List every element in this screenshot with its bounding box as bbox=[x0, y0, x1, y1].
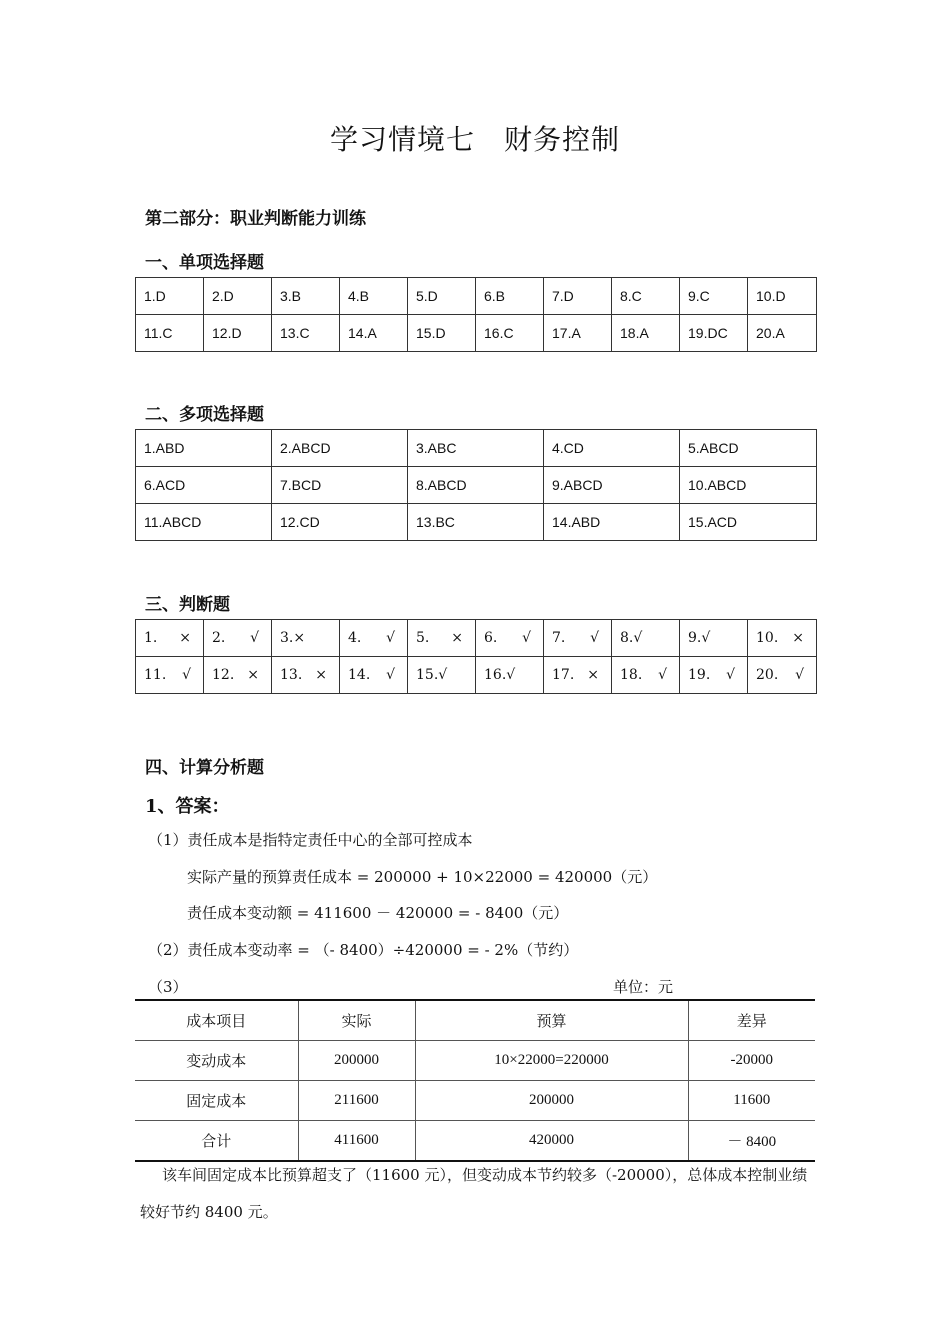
question-number: 4. bbox=[348, 630, 362, 646]
answer-cell: 13.C bbox=[272, 315, 340, 352]
question-number: 10. bbox=[756, 630, 779, 646]
table-header-row bbox=[135, 1000, 815, 1041]
answer-cell bbox=[340, 620, 408, 657]
table-cell: -20000 bbox=[688, 1041, 815, 1081]
answer-line-5: （3） bbox=[148, 978, 188, 996]
answer-mark: × bbox=[451, 630, 463, 646]
question-number: 1. bbox=[144, 630, 158, 646]
answer-cell: 5.ABCD bbox=[680, 430, 817, 467]
answer-cell: 2.ABCD bbox=[272, 430, 408, 467]
answer-cell bbox=[680, 620, 748, 657]
answer-cell: 19.DC bbox=[680, 315, 748, 352]
answer-cell: 12.CD bbox=[272, 504, 408, 541]
column-header: 预算 bbox=[415, 1000, 688, 1041]
true-false-table bbox=[135, 619, 817, 694]
answer-cell bbox=[612, 657, 680, 694]
table-cell: 411600 bbox=[298, 1121, 415, 1162]
answer-mark: √ bbox=[250, 630, 259, 646]
answer-cell bbox=[408, 620, 476, 657]
unit-label: 单位：元 bbox=[613, 978, 674, 996]
answer-cell bbox=[136, 620, 204, 657]
question-number: 9.√ bbox=[688, 630, 711, 646]
answer-cell: 8.C bbox=[612, 278, 680, 315]
answer-cell: 13.BC bbox=[408, 504, 544, 541]
question-number: 7. bbox=[552, 630, 566, 646]
table-row bbox=[136, 430, 817, 467]
answer-cell bbox=[272, 657, 340, 694]
answer-cell: 4.B bbox=[340, 278, 408, 315]
answer-cell: 18.A bbox=[612, 315, 680, 352]
answer-mark: × bbox=[587, 667, 599, 683]
answer-cell bbox=[204, 620, 272, 657]
answer-cell: 8.ABCD bbox=[408, 467, 544, 504]
table-cell: 211600 bbox=[298, 1081, 415, 1121]
question-number: 16.√ bbox=[484, 667, 516, 683]
answer-mark: √ bbox=[182, 667, 191, 683]
table-row bbox=[136, 278, 817, 315]
answer-label: 1、答案： bbox=[145, 796, 230, 817]
answer-mark: √ bbox=[386, 630, 395, 646]
answer-cell bbox=[544, 657, 612, 694]
table-cell: 200000 bbox=[298, 1041, 415, 1081]
table-cell: 合计 bbox=[135, 1121, 298, 1162]
answer-cell: 12.D bbox=[204, 315, 272, 352]
question-number: 13. bbox=[280, 667, 303, 683]
page-title: 学习情境七 财务控制 bbox=[329, 123, 620, 156]
answer-mark: × bbox=[792, 630, 804, 646]
answer-cell: 4.CD bbox=[544, 430, 680, 467]
answer-cell: 15.ACD bbox=[680, 504, 817, 541]
answer-line-4: （2）责任成本变动率 = （- 8400）÷420000 = - 2%（节约） bbox=[148, 941, 579, 959]
answer-cell: 6.ACD bbox=[136, 467, 272, 504]
table-cell: 10×22000=220000 bbox=[415, 1041, 688, 1081]
table-cell: 11600 bbox=[688, 1081, 815, 1121]
table-row bbox=[135, 1121, 815, 1162]
answer-mark: √ bbox=[658, 667, 667, 683]
answer-cell bbox=[476, 620, 544, 657]
answer-cell: 16.C bbox=[476, 315, 544, 352]
answer-cell: 2.D bbox=[204, 278, 272, 315]
answer-cell bbox=[340, 657, 408, 694]
answer-cell: 5.D bbox=[408, 278, 476, 315]
answer-line-1: （1）责任成本是指特定责任中心的全部可控成本 bbox=[148, 831, 473, 849]
table-cell: 200000 bbox=[415, 1081, 688, 1121]
answer-mark: √ bbox=[386, 667, 395, 683]
table-row bbox=[135, 1081, 815, 1121]
table-cell: － 8400 bbox=[727, 1134, 777, 1150]
answer-cell: 11.C bbox=[136, 315, 204, 352]
answer-cell: 10.ABCD bbox=[680, 467, 817, 504]
answer-cell: 11.ABCD bbox=[136, 504, 272, 541]
table-row bbox=[136, 504, 817, 541]
question-number: 15.√ bbox=[416, 667, 448, 683]
answer-cell bbox=[476, 657, 544, 694]
part-heading: 第二部分：职业判断能力训练 bbox=[145, 209, 366, 229]
answer-cell bbox=[408, 657, 476, 694]
question-number: 20. bbox=[756, 667, 779, 683]
column-header: 实际 bbox=[298, 1000, 415, 1041]
conclusion-paragraph: 该车间固定成本比预算超支了（11600 元），但变动成本节约较多（-20000），总体成本控制业绩较好节约 8400 元。 bbox=[140, 1166, 808, 1221]
answer-cell: 7.BCD bbox=[272, 467, 408, 504]
answer-cell: 17.A bbox=[544, 315, 612, 352]
section2-heading: 二、多项选择题 bbox=[145, 405, 264, 425]
answer-cell bbox=[748, 620, 817, 657]
answer-line-3: 责任成本变动额 = 411600 － 420000 = - 8400（元） bbox=[187, 904, 569, 922]
answer-cell: 1.D bbox=[136, 278, 204, 315]
cost-table bbox=[135, 999, 815, 1162]
answer-cell: 3.B bbox=[272, 278, 340, 315]
answer-cell: 9.C bbox=[680, 278, 748, 315]
question-number: 14. bbox=[348, 667, 371, 683]
answer-mark: √ bbox=[522, 630, 531, 646]
question-number: 18. bbox=[620, 667, 643, 683]
single-choice-table bbox=[135, 277, 817, 352]
answer-cell bbox=[544, 620, 612, 657]
answer-cell bbox=[748, 657, 817, 694]
question-number: 2. bbox=[212, 630, 226, 646]
answer-mark: × bbox=[179, 630, 191, 646]
table-cell: 固定成本 bbox=[135, 1081, 298, 1121]
table-cell: 420000 bbox=[415, 1121, 688, 1162]
question-number: 17. bbox=[552, 667, 575, 683]
answer-cell bbox=[136, 657, 204, 694]
question-number: 19. bbox=[688, 667, 711, 683]
table-row bbox=[136, 315, 817, 352]
column-header: 差异 bbox=[688, 1000, 815, 1041]
table-cell: 变动成本 bbox=[135, 1041, 298, 1081]
answer-cell: 14.A bbox=[340, 315, 408, 352]
answer-cell: 7.D bbox=[544, 278, 612, 315]
column-header: 成本项目 bbox=[135, 1000, 298, 1041]
table-row bbox=[136, 467, 817, 504]
answer-mark: √ bbox=[795, 667, 804, 683]
question-number: 3.× bbox=[280, 630, 306, 646]
question-number: 12. bbox=[212, 667, 235, 683]
answer-mark: × bbox=[247, 667, 259, 683]
answer-mark: √ bbox=[590, 630, 599, 646]
answer-cell: 1.ABD bbox=[136, 430, 272, 467]
question-number: 5. bbox=[416, 630, 430, 646]
answer-cell: 9.ABCD bbox=[544, 467, 680, 504]
answer-cell bbox=[204, 657, 272, 694]
answer-cell bbox=[680, 657, 748, 694]
answer-cell: 20.A bbox=[748, 315, 817, 352]
answer-cell: 10.D bbox=[748, 278, 817, 315]
table-row bbox=[135, 1041, 815, 1081]
answer-cell: 3.ABC bbox=[408, 430, 544, 467]
answer-cell bbox=[612, 620, 680, 657]
question-number: 6. bbox=[484, 630, 498, 646]
answer-cell: 14.ABD bbox=[544, 504, 680, 541]
section3-heading: 三、判断题 bbox=[145, 595, 230, 615]
answer-mark: √ bbox=[726, 667, 735, 683]
section1-heading: 一、单项选择题 bbox=[145, 253, 264, 273]
table-row bbox=[136, 620, 817, 657]
answer-cell: 6.B bbox=[476, 278, 544, 315]
multiple-choice-table bbox=[135, 429, 817, 541]
question-number: 8.√ bbox=[620, 630, 643, 646]
answer-mark: × bbox=[315, 667, 327, 683]
section4-heading: 四、计算分析题 bbox=[145, 758, 264, 778]
answer-line-2: 实际产量的预算责任成本 = 200000 + 10×22000 = 420000（元） bbox=[187, 868, 658, 886]
answer-cell bbox=[272, 620, 340, 657]
table-row bbox=[136, 657, 817, 694]
answer-cell: 15.D bbox=[408, 315, 476, 352]
question-number: 11. bbox=[144, 667, 167, 683]
